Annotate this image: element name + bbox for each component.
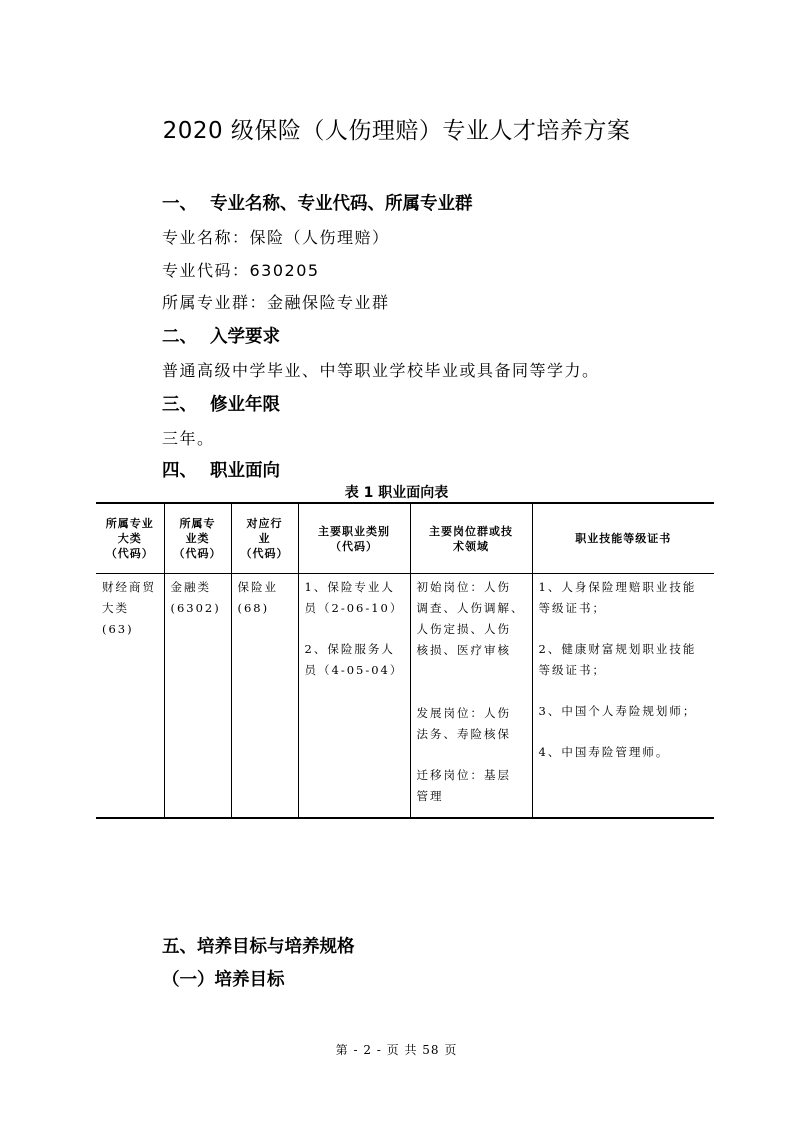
cell-certificates bbox=[532, 574, 714, 819]
document-title: 2020 级保险（人伤理赔）专业人才培养方案 bbox=[162, 118, 631, 144]
occupation-table bbox=[96, 502, 714, 819]
section-1-title: 专业名称、专业代码、所属专业群 bbox=[210, 194, 473, 214]
table-row bbox=[96, 574, 714, 819]
section-2-title: 入学要求 bbox=[210, 327, 280, 347]
occupation-item-2-line1: 2、保险服务人 bbox=[304, 642, 395, 656]
header-category-line3: （代码） bbox=[105, 547, 154, 560]
occupation-item-1-line1: 1、保险专业人 bbox=[304, 580, 395, 594]
header-certificates-line1: 职业技能等级证书 bbox=[575, 532, 672, 545]
major-name-line: 专业名称：保险（人伤理赔） bbox=[162, 228, 390, 247]
header-industry-line1: 对应行 bbox=[246, 517, 283, 530]
section-5-subheading: （一）培养目标 bbox=[162, 970, 285, 990]
section-4-number: 四、 bbox=[162, 461, 197, 481]
section-2-number: 二、 bbox=[162, 327, 197, 347]
header-class-line2: 业类 bbox=[185, 532, 210, 545]
cell-category-line2: 大类(63) bbox=[102, 601, 134, 636]
section-1-number: 一、 bbox=[162, 194, 197, 214]
certificate-1-line2: 等级证书； bbox=[538, 601, 606, 615]
section-3-heading bbox=[162, 391, 280, 416]
header-class-line3: （代码） bbox=[173, 547, 222, 560]
section-4-heading bbox=[162, 457, 280, 482]
certificate-2-line2: 等级证书； bbox=[538, 663, 606, 677]
positions-development bbox=[417, 703, 526, 745]
cell-occupation bbox=[298, 574, 410, 819]
cell-industry-line1: 保险业 bbox=[237, 580, 278, 594]
page-footer: 第 - 2 - 页 共 58 页 bbox=[335, 1043, 458, 1057]
header-certificates bbox=[532, 503, 714, 574]
table-header-row bbox=[96, 503, 714, 574]
positions-initial-line4: 核损、医疗审核 bbox=[416, 643, 511, 657]
cell-positions bbox=[410, 574, 532, 819]
header-positions-line1: 主要岗位群或技 bbox=[429, 524, 513, 538]
section-1-heading bbox=[162, 190, 473, 215]
header-occupation-line1: 主要职业类别 bbox=[318, 524, 390, 538]
cell-industry-line2: (68) bbox=[237, 601, 270, 615]
certificate-3 bbox=[539, 701, 709, 722]
occupation-item-1-line2: 员（2-06-10） bbox=[304, 601, 404, 615]
positions-migration-line2: 管理 bbox=[416, 789, 444, 803]
positions-initial-line1: 初始岗位：人伤 bbox=[416, 580, 511, 594]
positions-migration bbox=[417, 765, 526, 807]
section-2-heading bbox=[162, 323, 280, 348]
certificate-4-line1: 4、中国寿险管理师。 bbox=[538, 745, 670, 759]
positions-initial-line3: 人伤定损、人伤 bbox=[416, 622, 511, 636]
cell-class-line2: (6302) bbox=[170, 601, 221, 615]
cell-category bbox=[96, 574, 164, 819]
section-4-title: 职业面向 bbox=[210, 461, 280, 481]
admission-line: 普通高级中学毕业、中等职业学校毕业或具备同等学力。 bbox=[162, 361, 600, 380]
positions-initial-line2: 调查、人伤调解、 bbox=[416, 601, 525, 615]
section-3-number: 三、 bbox=[162, 395, 197, 415]
header-occupation-line2: （代码） bbox=[330, 539, 378, 553]
cell-industry bbox=[231, 574, 298, 819]
certificate-4 bbox=[539, 742, 709, 763]
header-industry bbox=[231, 503, 298, 574]
header-category-line1: 所属专业 bbox=[105, 517, 154, 530]
cell-class bbox=[164, 574, 231, 819]
table-caption: 表 1 职业面向表 bbox=[344, 485, 449, 501]
header-industry-line3: （代码） bbox=[240, 547, 289, 560]
certificate-1-line1: 1、人身保险理赔职业技能 bbox=[538, 580, 697, 594]
certificate-3-line1: 3、中国个人寿险规划师； bbox=[538, 704, 697, 718]
positions-migration-line1: 迁移岗位：基层 bbox=[416, 768, 511, 782]
header-category-line2: 大类 bbox=[117, 532, 142, 545]
header-category bbox=[96, 503, 164, 574]
header-positions bbox=[410, 503, 532, 574]
positions-development-line1: 发展岗位：人伤 bbox=[416, 706, 511, 720]
major-group-line: 所属专业群：金融保险专业群 bbox=[162, 293, 390, 312]
header-class-line1: 所属专 bbox=[179, 517, 216, 530]
certificate-1 bbox=[539, 577, 709, 619]
header-industry-line2: 业 bbox=[258, 532, 271, 545]
header-positions-line2: 术领域 bbox=[453, 539, 489, 553]
certificate-2 bbox=[539, 639, 709, 681]
major-code-line: 专业代码：630205 bbox=[162, 261, 320, 280]
positions-development-line2: 法务、寿险核保 bbox=[416, 727, 511, 741]
occupation-item-2 bbox=[305, 639, 404, 681]
cell-category-line1: 财经商贸 bbox=[102, 580, 156, 594]
certificate-2-line1: 2、健康财富规划职业技能 bbox=[538, 642, 697, 656]
header-occupation bbox=[298, 503, 410, 574]
duration-line: 三年。 bbox=[162, 429, 215, 448]
section-5-heading: 五、培养目标与培养规格 bbox=[162, 937, 355, 957]
occupation-item-1 bbox=[305, 577, 404, 619]
section-3-title: 修业年限 bbox=[210, 395, 280, 415]
header-class bbox=[164, 503, 231, 574]
positions-initial bbox=[417, 577, 526, 661]
occupation-item-2-line2: 员（4-05-04） bbox=[304, 663, 404, 677]
cell-class-line1: 金融类 bbox=[170, 580, 211, 594]
